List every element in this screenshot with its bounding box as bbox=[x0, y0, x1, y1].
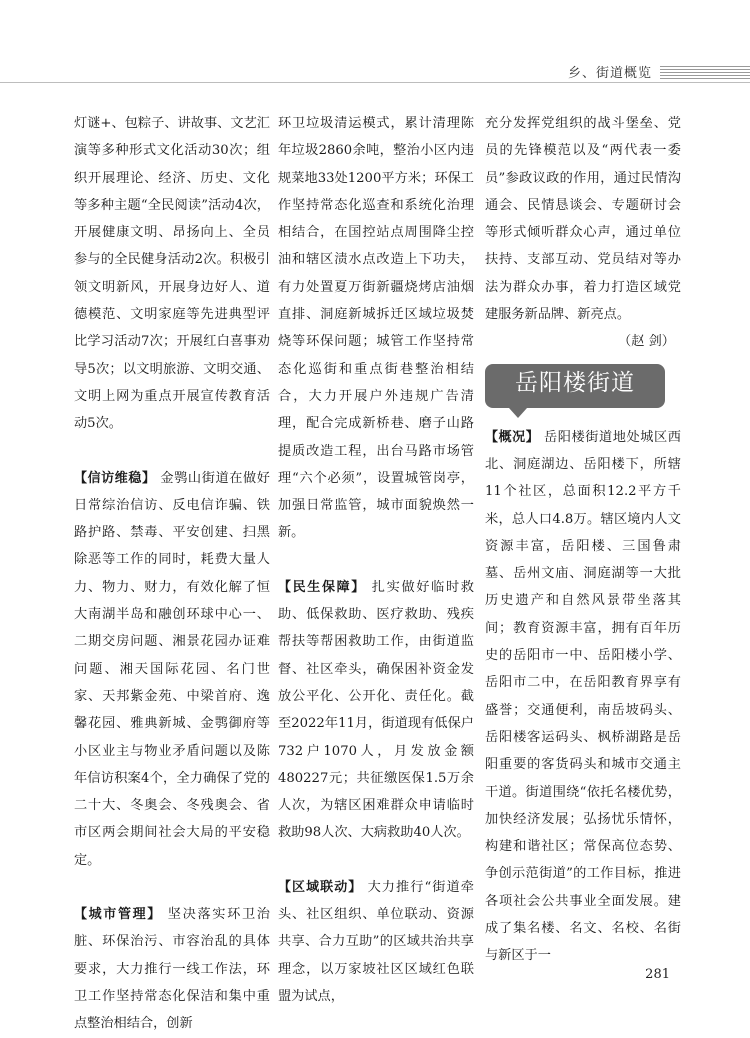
section-body: 扎实做好临时救助、低保救助、医疗救助、残疾帮扶等帮困救助工作，由街道监督、社区牵头，确保困补资金发放公平化、公开化、责任化。截至2022年11月，街道现有低保户732户1070人，月发放金额480227元；共征缴医保1.5万余人次，为辖区困难群众申请临时救助98人次、大病救助40人次。 bbox=[278, 579, 474, 841]
text-column-1 bbox=[74, 110, 270, 1032]
paragraph-sanitation: 环卫垃圾清运模式，累计清理陈年垃圾2860余吨，整治小区内违规菜地33处1200平方米；环保工作坚持常态化巡查和系统化治理相结合，在国控站点周围降尘控油和辖区渍水点改造上下功夫，有力处置夏万街新疆烧烤店油烟直排、洞庭新城拆迁区域垃圾焚烧等环保问题；城管工作坚持常态化巡街和重点街巷整治相结合，大力开展户外违规广告清理，配合完成新桥巷、磨子山路提质改造工程，出台马路市场管理“六个必须”，设置城管岗亭，加强日常监管，城市面貌焕然一新。 bbox=[278, 116, 474, 541]
running-header-title: 乡、街道概览 bbox=[567, 66, 652, 81]
section-city-management bbox=[74, 901, 270, 1037]
banner-title: 岳阳楼街道 bbox=[515, 369, 635, 396]
text-column-3 bbox=[485, 110, 681, 964]
section-regional-linkage bbox=[278, 874, 474, 1010]
section-heading: 【区域联动】 bbox=[278, 879, 363, 895]
section-petition-stability bbox=[74, 465, 270, 874]
page-number: 281 bbox=[645, 967, 670, 982]
section-body: 金鹗山街道在做好日常综治信访、反电信诈骗、铁路护路、禁毒、平安创建、扫黑除恶等工作的同时，耗费大量人力、物力、财力，有效化解了恒大南湖半岛和融创环球中心一、二期交房问题、湘景花园办证难问题、湘天国际花园、名门世家、天邦紫金苑、中梁首府、逸馨花园、雅典新城、金鹗御府等小区业主与物业矛盾问题以及陈年信访积案4个，全力确保了党的二十大、冬奥会、冬残奥会、省市区两会期间社会大局的平安稳定。 bbox=[74, 470, 270, 868]
section-livelihood bbox=[278, 574, 474, 847]
author-credit: （赵 剑） bbox=[618, 334, 675, 350]
section-body: 大力推行“街道牵头、社区组织、单位联动、资源共享、合力互助”的区域共治共享理念，以万家坡社区区域红色联盟为试点， bbox=[278, 879, 474, 1004]
header-stripes-decoration bbox=[660, 66, 750, 80]
text-column-2 bbox=[278, 110, 474, 1004]
section-heading: 【信访维稳】 bbox=[74, 470, 156, 486]
section-overview bbox=[485, 424, 681, 970]
section-banner bbox=[485, 364, 665, 408]
section-body: 坚决落实环卫治脏、环保治污、市容治乱的具体要求，大力推行一线工作法，环卫工作坚持常态化保洁和集中重点整治相结合，创新 bbox=[74, 907, 270, 1032]
paragraph-party-building: 充分发挥党组织的战斗堡垒、党员的先锋模范以及“两代表一委员”参政议政的作用，通过民情沟通会、民情恳谈会、专题研讨会等形式倾听群众心声，通过单位扶持、支部互动、党员结对等办法为群众办事，着力打造区域党建服务新品牌、新亮点。 bbox=[485, 116, 681, 323]
header-rule bbox=[0, 82, 750, 83]
section-body: 岳阳楼街道地处城区西北、洞庭湖边、岳阳楼下，所辖11个社区，总面积12.2平方千米，总人口4.8万。辖区境内人文资源丰富，岳阳楼、三国鲁肃墓、岳州文庙、洞庭湖等一大批历史遗产和自然风景带坐落其间；教育资源丰富，拥有百年历史的岳阳市一中、岳阳楼小学、岳阳市二中，在岳阳教育界享有盛誉；交通便利，南岳坡码头、岳阳楼客运码头、枫桥湖路是岳阳重要的客货码头和城市交通主干道。街道围绕“依托名楼优势，加快经济发展；弘扬忧乐情怀，构建和谐社区；常保高位态势、争创示范街道”的工作目标，推进各项社会公共事业全面发展。建成了集名楼、名文、名校、名街与新区于一 bbox=[485, 429, 681, 964]
section-heading: 【概况】 bbox=[485, 429, 540, 445]
section-heading: 【民生保障】 bbox=[278, 579, 366, 595]
section-heading: 【城市管理】 bbox=[74, 907, 162, 923]
paragraph-culture-activities: 灯谜+、包粽子、讲故事、文艺汇演等多种形式文化活动30次；组织开展理论、经济、历史、文化等多种主题“全民阅读”活动4次，开展健康文明、昂扬向上、全员参与的全民健身活动2次。积极引领文明新风，开展身边好人、道德模范、文明家庭等先进典型评比学习活动7次；开展红白喜事劝导5次；以文明旅游、文明交通、文明上网为重点开展宣传教育活动5次。 bbox=[74, 116, 270, 432]
